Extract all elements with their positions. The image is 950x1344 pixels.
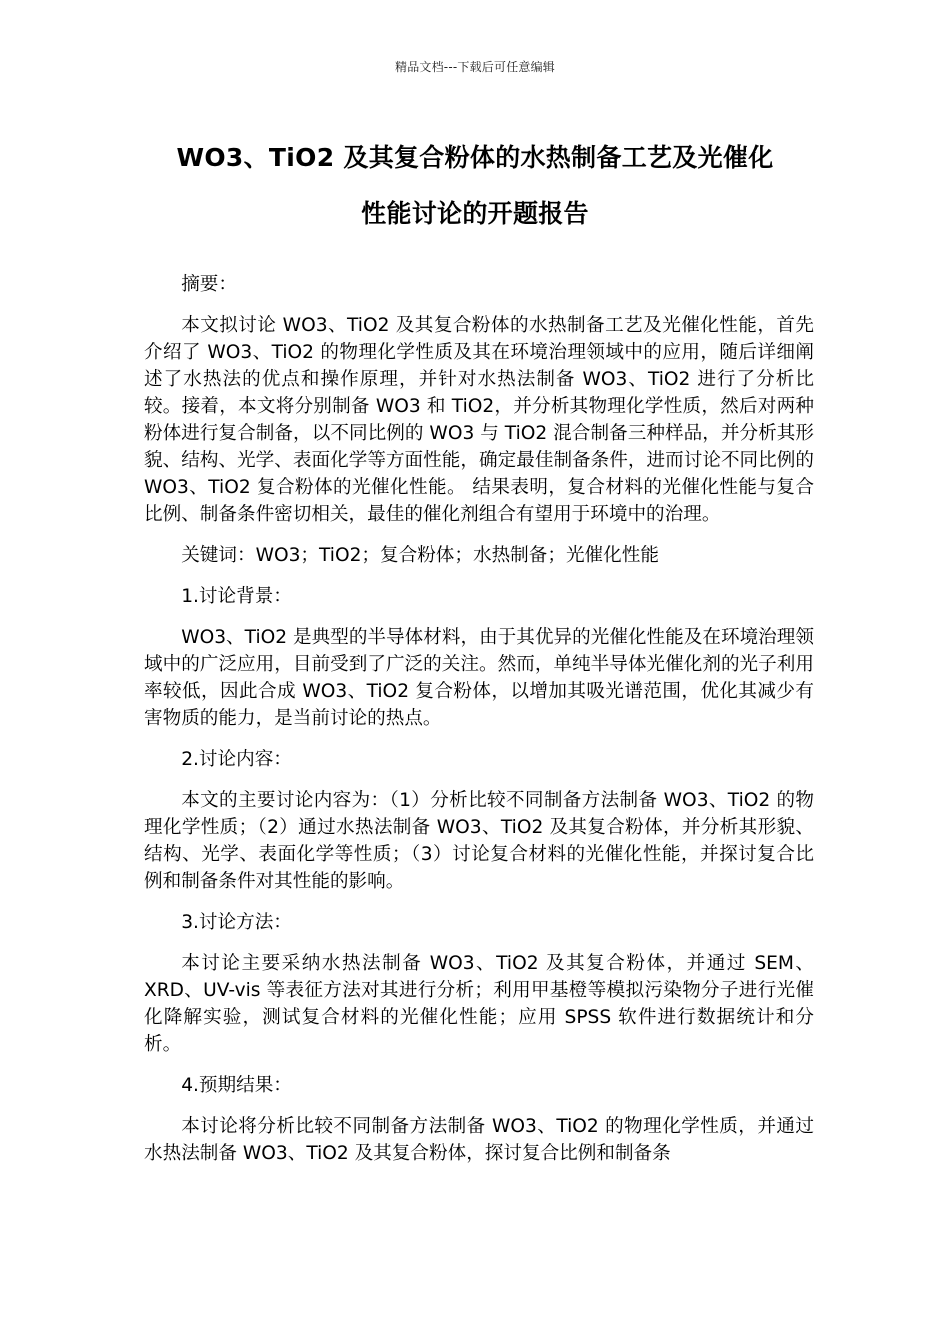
abstract-heading: 摘要： — [181, 274, 237, 295]
expected-results-paragraph: 本讨论将分析比较不同制备方法制备 WO3、TiO2 的物理化学性质，并通过水热法制备 WO3、TiO2 及其复合粉体，探讨复合比例和制备条 — [144, 1116, 814, 1164]
section-heading-expected-results: 4.预期结果： — [181, 1075, 292, 1096]
background-paragraph: WO3、TiO2 是典型的半导体材料，由于其优异的光催化性能及在环境治理领域中的广泛应用，目前受到了广泛的关注。然而，单纯半导体光催化剂的光子利用率较低，因此合成 WO3、TiO2 复合粉体，以增加其吸光谱范围，优化其减少有害物质的能力，是当前讨论的热点。 — [144, 627, 814, 729]
section-heading-method: 3.讨论方法： — [181, 912, 292, 933]
section-heading-background: 1.讨论背景： — [181, 586, 292, 607]
document-body — [144, 271, 814, 1167]
header-note: 精品文档---下载后可任意编辑 — [395, 60, 555, 74]
document-title-line-1: WO3、TiO2 及其复合粉体的水热制备工艺及光催化 — [176, 143, 774, 172]
section-heading-content: 2.讨论内容： — [181, 749, 292, 770]
document-title-line-2: 性能讨论的开题报告 — [361, 199, 589, 228]
keywords-line: 关键词：WO3；TiO2；复合粉体；水热制备；光催化性能 — [181, 545, 659, 566]
content-paragraph: 本文的主要讨论内容为：（1）分析比较不同制备方法制备 WO3、TiO2 的物理化学性质；（2）通过水热法制备 WO3、TiO2 及其复合粉体，并分析其形貌、结构、光学、表面化学等性质；（3）讨论复合材料的光催化性能，并探讨复合比例和制备条件对其性能的影响。 — [144, 790, 814, 892]
abstract-paragraph: 本文拟讨论 WO3、TiO2 及其复合粉体的水热制备工艺及光催化性能，首先介绍了 WO3、TiO2 的物理化学性质及其在环境治理领域中的应用，随后详细阐述了水热法的优点和操作原理，并针对水热法制备 WO3、TiO2 进行了分析比较。接着，本文将分别制备 WO3 和 TiO2，并分析其物理化学性质，然后对两种粉体进行复合制备，以不同比例的 WO3 与 TiO2 混合制备三种样品，并分析其形貌、结构、光学、表面化学等方面性能，确定最佳制备条件，进而讨论不同比例的 WO3、TiO2 复合粉体的光催化性能。 结果表明，复合材料的光催化性能与复合比例、制备条件密切相关，最佳的催化剂组合有望用于环境中的治理。 — [144, 315, 814, 525]
method-paragraph: 本讨论主要采纳水热法制备 WO3、TiO2 及其复合粉体，并通过 SEM、XRD、UV-vis 等表征方法对其进行分析；利用甲基橙等模拟污染物分子进行光催化降解实验，测试复合材料的光催化性能；应用 SPSS 软件进行数据统计和分析。 — [144, 953, 814, 1055]
